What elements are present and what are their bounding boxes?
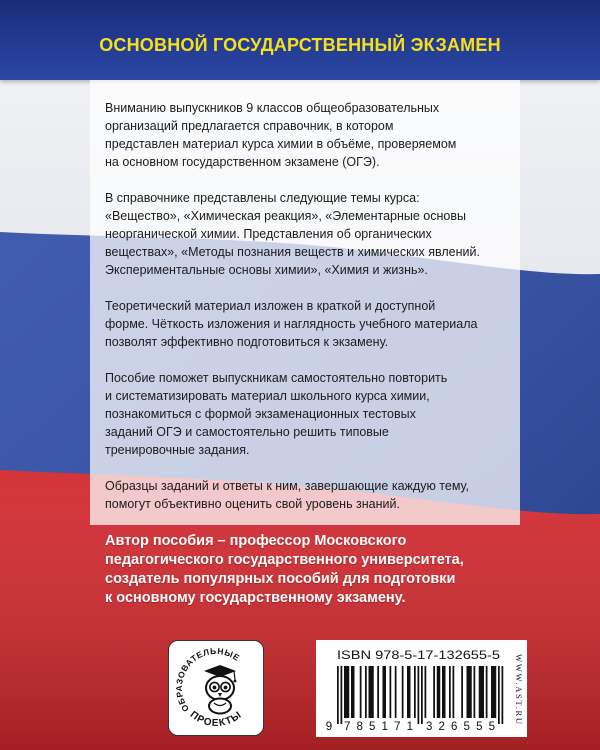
author-line: к основному государственному экзамену. [105, 590, 406, 606]
isbn-text: ISBN 978-5-17-132655-5 [337, 650, 500, 662]
topics-line: «Вещество», «Химическая реакция», «Элементарные основы [105, 209, 466, 223]
barcode-bar [351, 666, 355, 718]
publisher-logo [168, 640, 264, 736]
samples-line: Образцы заданий и ответы к ним, завершающие каждую тему, [105, 479, 470, 493]
barcode-bar [461, 666, 463, 718]
barcode-bar [453, 666, 455, 718]
logo-top-text: ОБРАЗОВАТЕЛЬНЫЕ [173, 645, 242, 714]
benefits-line: заданий ОГЭ и самостоятельно решить типовые [105, 425, 389, 439]
barcode-bar [377, 666, 379, 718]
description-text [105, 99, 517, 531]
barcode-bar [486, 666, 488, 718]
barcode-bar [474, 666, 476, 718]
intro-line: представлен материал курса химии в объёме, проверяемом [105, 137, 457, 151]
barcode-bar [365, 666, 367, 718]
barcode-bar [360, 666, 362, 718]
samples-paragraph [105, 477, 517, 513]
exam-title: ОСНОВНОЙ ГОСУДАРСТВЕННЫЙ ЭКЗАМЕН [99, 35, 501, 55]
barcode-bar [341, 666, 343, 724]
barcode-bar [390, 666, 392, 718]
author-line: Автор пособия – профессор Московского [105, 533, 407, 549]
theory-paragraph [105, 297, 517, 351]
samples-line: помогут объективно оценить свой уровень знаний. [105, 497, 400, 511]
barcode-digit-group: 9 [325, 721, 333, 733]
title-band [0, 0, 600, 80]
intro-line: организаций предлагается справочник, в котором [105, 119, 394, 133]
barcode-bar [395, 666, 397, 718]
barcode-bar [502, 666, 504, 724]
barcode-bar [425, 666, 427, 718]
logo-bottom-text: ПРОЕКТЫ [187, 709, 245, 730]
benefits-line: Пособие поможет выпускникам самостоятельно повторить [105, 371, 448, 385]
barcode-digit-group: 785171 [344, 721, 413, 733]
intro-line: на основном государственном экзамене (ОГЭ). [105, 155, 380, 169]
barcode-graphic [316, 640, 527, 737]
barcode-bar [344, 666, 349, 718]
benefits-line: познакомиться с формой экзаменационных тестовых [105, 407, 416, 421]
barcode-bar [369, 666, 374, 718]
theory-line: форме. Чёткость изложения и наглядность учебного материала [105, 317, 478, 331]
topics-line: В справочнике представлены следующие темы курса: [105, 191, 420, 205]
intro-line: Вниманию выпускников 9 классов общеобразовательных [105, 101, 440, 115]
intro-paragraph [105, 99, 517, 171]
topics-paragraph [105, 189, 517, 279]
barcode-bar [467, 666, 472, 718]
publisher-logo-graphic [168, 640, 264, 736]
barcode-bar [337, 666, 339, 724]
barcode-box [316, 640, 527, 737]
barcode-bar [433, 666, 435, 718]
author-line: создатель популярных пособий для подготовки [105, 571, 456, 587]
topics-line: веществах», «Методы познания веществ и химических явлений. [105, 245, 480, 259]
theory-line: позволят эффективно подготовиться к экзамену. [105, 335, 389, 349]
benefits-line: и систематизировать материал школьного курса химии, [105, 389, 430, 403]
barcode-bar [383, 666, 387, 718]
barcode-bar [418, 666, 420, 724]
barcode-bar [421, 666, 423, 724]
barcode-digit-group: 326555 [426, 721, 495, 733]
author-block [105, 532, 525, 608]
barcode-bar [498, 666, 500, 724]
website-url: WWW.AST.RU [514, 654, 524, 724]
owl-graduation-cap-icon [204, 665, 236, 714]
barcode-bar [449, 666, 451, 718]
benefits-line: тренировочные задания. [105, 443, 250, 457]
barcode-bar [437, 666, 441, 718]
benefits-paragraph [105, 369, 517, 459]
topics-line: Экспериментальные основы химии», «Химия и жизнь». [105, 263, 428, 277]
theory-line: Теоретический материал изложен в краткой и доступной [105, 299, 436, 313]
barcode-bar [407, 666, 411, 718]
barcode-bar [402, 666, 404, 718]
barcode-bars [337, 666, 503, 724]
barcode-bar [479, 666, 484, 718]
barcode-bar [491, 666, 496, 718]
topics-line: неорганической химии. Представления об органических [105, 227, 432, 241]
barcode-bar [442, 666, 446, 718]
author-line: педагогического государственного университета, [105, 552, 464, 568]
barcode-bar [414, 666, 416, 718]
